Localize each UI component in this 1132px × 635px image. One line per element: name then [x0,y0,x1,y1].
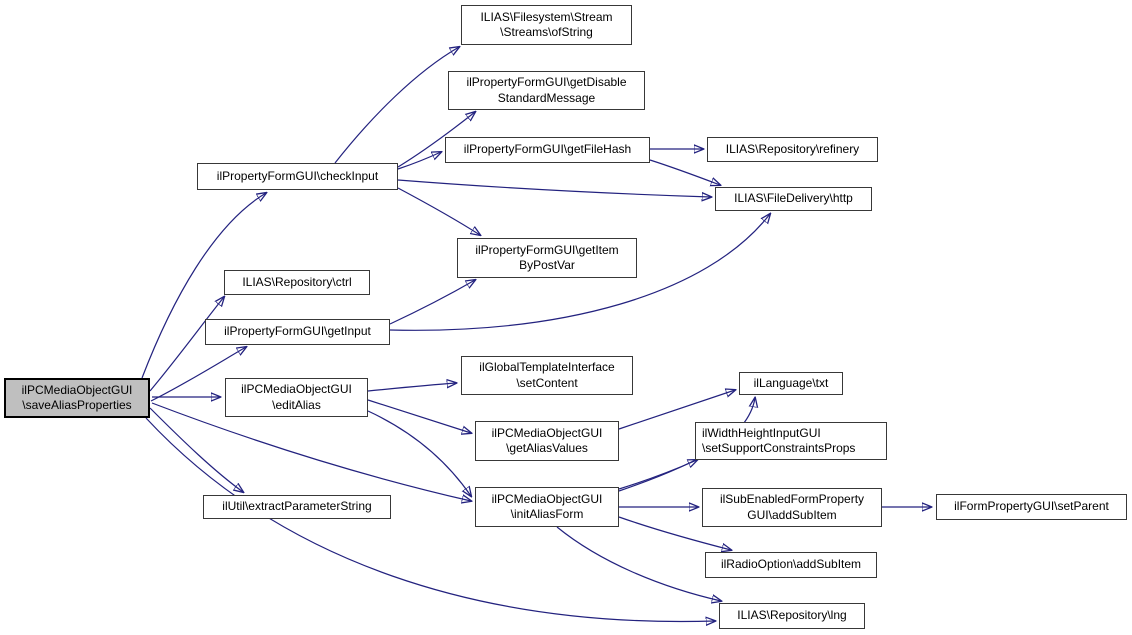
node-refinery[interactable] [707,137,878,162]
node-init-alias-form[interactable] [475,487,619,527]
node-check-input[interactable] [197,163,398,190]
node-label: StandardMessage [497,90,596,105]
node-label: \setSupportConstraintsProps [702,441,856,455]
node-label: ilPropertyFormGUI\getInput [224,324,371,339]
node-label: ilGlobalTemplateInterface [479,360,615,374]
edge-checkInput-to-getItemByPostVar [398,188,480,235]
edge-editAlias-to-getAliasValues [368,400,471,433]
node-label: ByPostVar [519,258,575,272]
edge-saveAliasProperties-to-lng [146,418,715,622]
node-label: ilSubEnabledFormProperty [719,492,865,506]
node-label: ilUtil\extractParameterString [222,499,372,514]
node-label: \saveAliasProperties [22,398,132,412]
node-ctrl[interactable] [224,270,370,295]
node-label: ilPropertyFormGUI\checkInput [216,168,379,183]
node-save-alias-properties[interactable] [4,378,150,418]
node-label: ilRadioOption\addSubItem [720,557,862,572]
node-sub-enabled-add-sub-item[interactable] [702,488,882,527]
edge-editAlias-to-initAliasForm [368,411,471,496]
edge-initAliasForm-to-lng [557,527,721,601]
node-set-parent[interactable] [936,494,1127,520]
node-label: \setContent [516,375,578,390]
edge-checkInput-to-http [398,180,711,197]
node-label: \Streams\ofString [500,25,593,39]
node-label: ilFormPropertyGUI\setParent [954,499,1109,514]
node-extract-parameter-string[interactable] [203,495,391,519]
edge-checkInput-to-getFileHash [398,152,441,169]
node-of-string[interactable] [461,5,632,45]
node-label: ilPropertyFormGUI\getFileHash [463,142,632,157]
edge-initAliasForm-to-setSupportConstraintsProps [619,460,697,489]
node-set-content[interactable] [461,356,633,395]
node-label: GUI\addSubItem [747,507,837,522]
node-label: ilLanguage\txt [753,375,829,390]
node-radio-add-sub-item[interactable] [705,552,877,578]
node-label: ilPropertyFormGUI\getDisable [466,75,627,89]
node-label: ilPCMediaObjectGUI [491,491,603,506]
node-label: ilPCMediaObjectGUI [491,425,603,440]
node-label: ILIAS\Repository\ctrl [242,274,352,289]
node-get-input[interactable] [205,319,390,345]
node-label: ILIAS\Repository\lng [737,608,847,623]
node-get-item-by-post-var[interactable] [457,238,637,278]
edge-saveAliasProperties-to-extractParameterString [150,408,243,492]
node-get-disable-standard-message[interactable] [448,71,645,110]
node-http[interactable] [715,187,872,211]
node-get-alias-values[interactable] [475,421,619,461]
node-label: ILIAS\Repository\refinery [725,141,860,156]
node-label: \initAliasForm [510,507,584,521]
edge-checkInput-to-ofString [335,47,459,163]
node-label: ilWidthHeightInputGUI [702,425,821,440]
node-label: ilPCMediaObjectGUI [21,382,133,397]
node-label: ilPCMediaObjectGUI [241,382,352,396]
node-label: \editAlias [272,397,321,412]
node-set-support-constraints-props[interactable] [695,422,887,460]
node-lng[interactable] [719,603,865,629]
node-label: ILIAS\FileDelivery\http [734,191,853,206]
edge-getInput-to-getItemByPostVar [390,280,475,324]
node-label: ILIAS\Filesystem\Stream [480,9,613,24]
node-label: ilPropertyFormGUI\getItem [475,242,619,257]
node-edit-alias[interactable] [225,378,368,417]
node-get-file-hash[interactable] [445,137,650,163]
edge-saveAliasProperties-to-initAliasForm [152,403,471,501]
edge-editAlias-to-setContent [368,383,456,391]
edge-getFileHash-to-http [650,160,720,185]
node-txt[interactable] [739,372,843,395]
node-label: \getAliasValues [506,441,588,455]
